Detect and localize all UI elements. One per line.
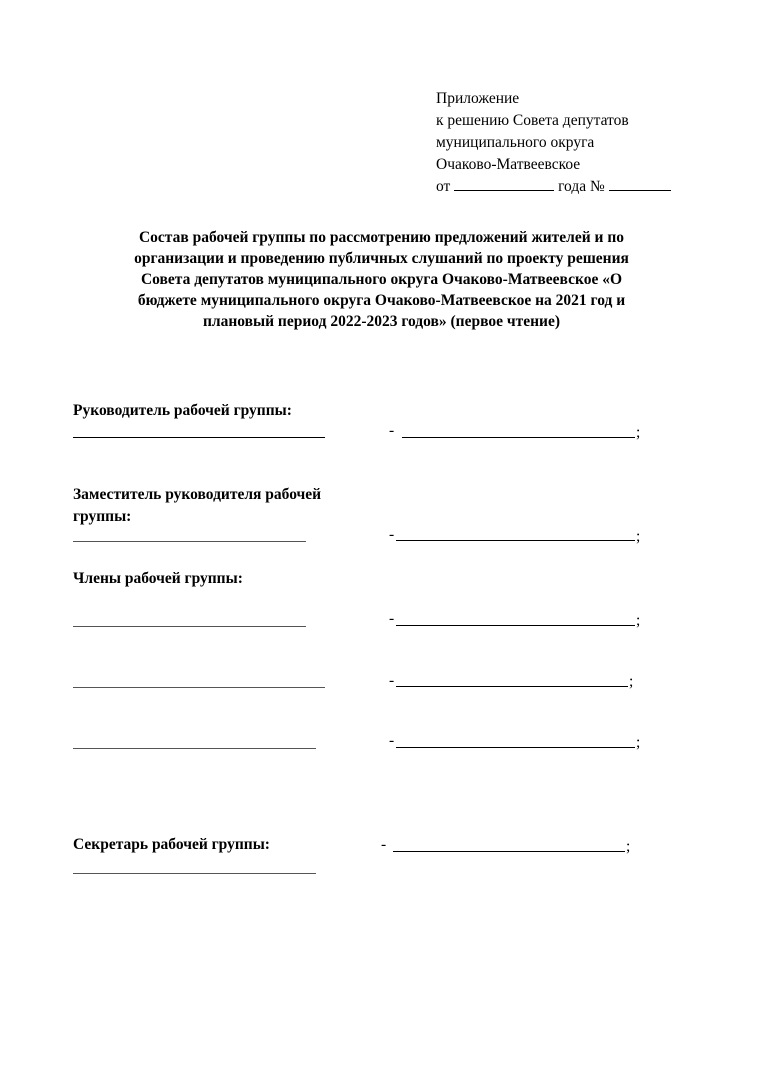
appendix-line: муниципального округа [436,134,595,151]
members-label: Члены рабочей группы: [73,570,243,587]
member-dash: - [389,732,395,749]
title-line: Совета депутатов муниципального округа Очаково-Матвеевское «О [140,271,623,288]
member-semicolon: ; [636,734,641,751]
member-position-blank [396,747,635,748]
deputy-dash: - [389,526,395,543]
secretary-name-blank [73,873,316,874]
head-position-blank [402,437,635,438]
head-dash: - [389,422,395,439]
appendix-line: Приложение [436,90,520,107]
member-dash: - [389,672,395,689]
member-position-blank [396,625,635,626]
title-line: плановый период 2022-2023 годов» (первое чтение) [202,313,561,330]
deputy-label-line: группы: [73,508,132,525]
member-semicolon: ; [636,612,641,629]
appendix-from-label: от [436,178,451,195]
deputy-label [73,484,321,528]
deputy-position-blank [396,540,635,541]
member-dash: - [389,610,395,627]
member-name-blank [73,748,316,749]
secretary-dash: - [381,836,387,853]
head-name-blank [73,437,325,438]
number-blank [609,176,671,191]
deputy-semicolon: ; [636,528,641,545]
title-line: организации и проведению публичных слушаний по проекту решения [134,250,629,267]
secretary-label: Секретарь рабочей группы: [73,836,270,853]
date-blank [454,176,554,191]
appendix-line: к решению Совета депутатов [436,112,629,129]
member-name-blank [73,626,306,627]
member-semicolon: ; [629,673,634,690]
document-title [80,227,683,332]
appendix-date-line [436,176,671,198]
appendix-number-label: года № [558,178,605,195]
title-line: бюджете муниципального округа Очаково-Матвеевское на 2021 год и [137,292,626,309]
head-label: Руководитель рабочей группы: [73,402,292,419]
secretary-semicolon: ; [626,838,631,855]
title-line: Состав рабочей группы по рассмотрению предложений жителей и по [138,229,625,246]
secretary-position-blank [393,851,625,852]
deputy-name-blank [73,541,306,542]
deputy-label-line: Заместитель руководителя рабочей [73,486,322,503]
member-position-blank [396,686,628,687]
member-name-blank [73,687,325,688]
head-semicolon: ; [636,424,641,441]
appendix-block [436,88,671,198]
appendix-line: Очаково-Матвеевское [436,156,581,173]
